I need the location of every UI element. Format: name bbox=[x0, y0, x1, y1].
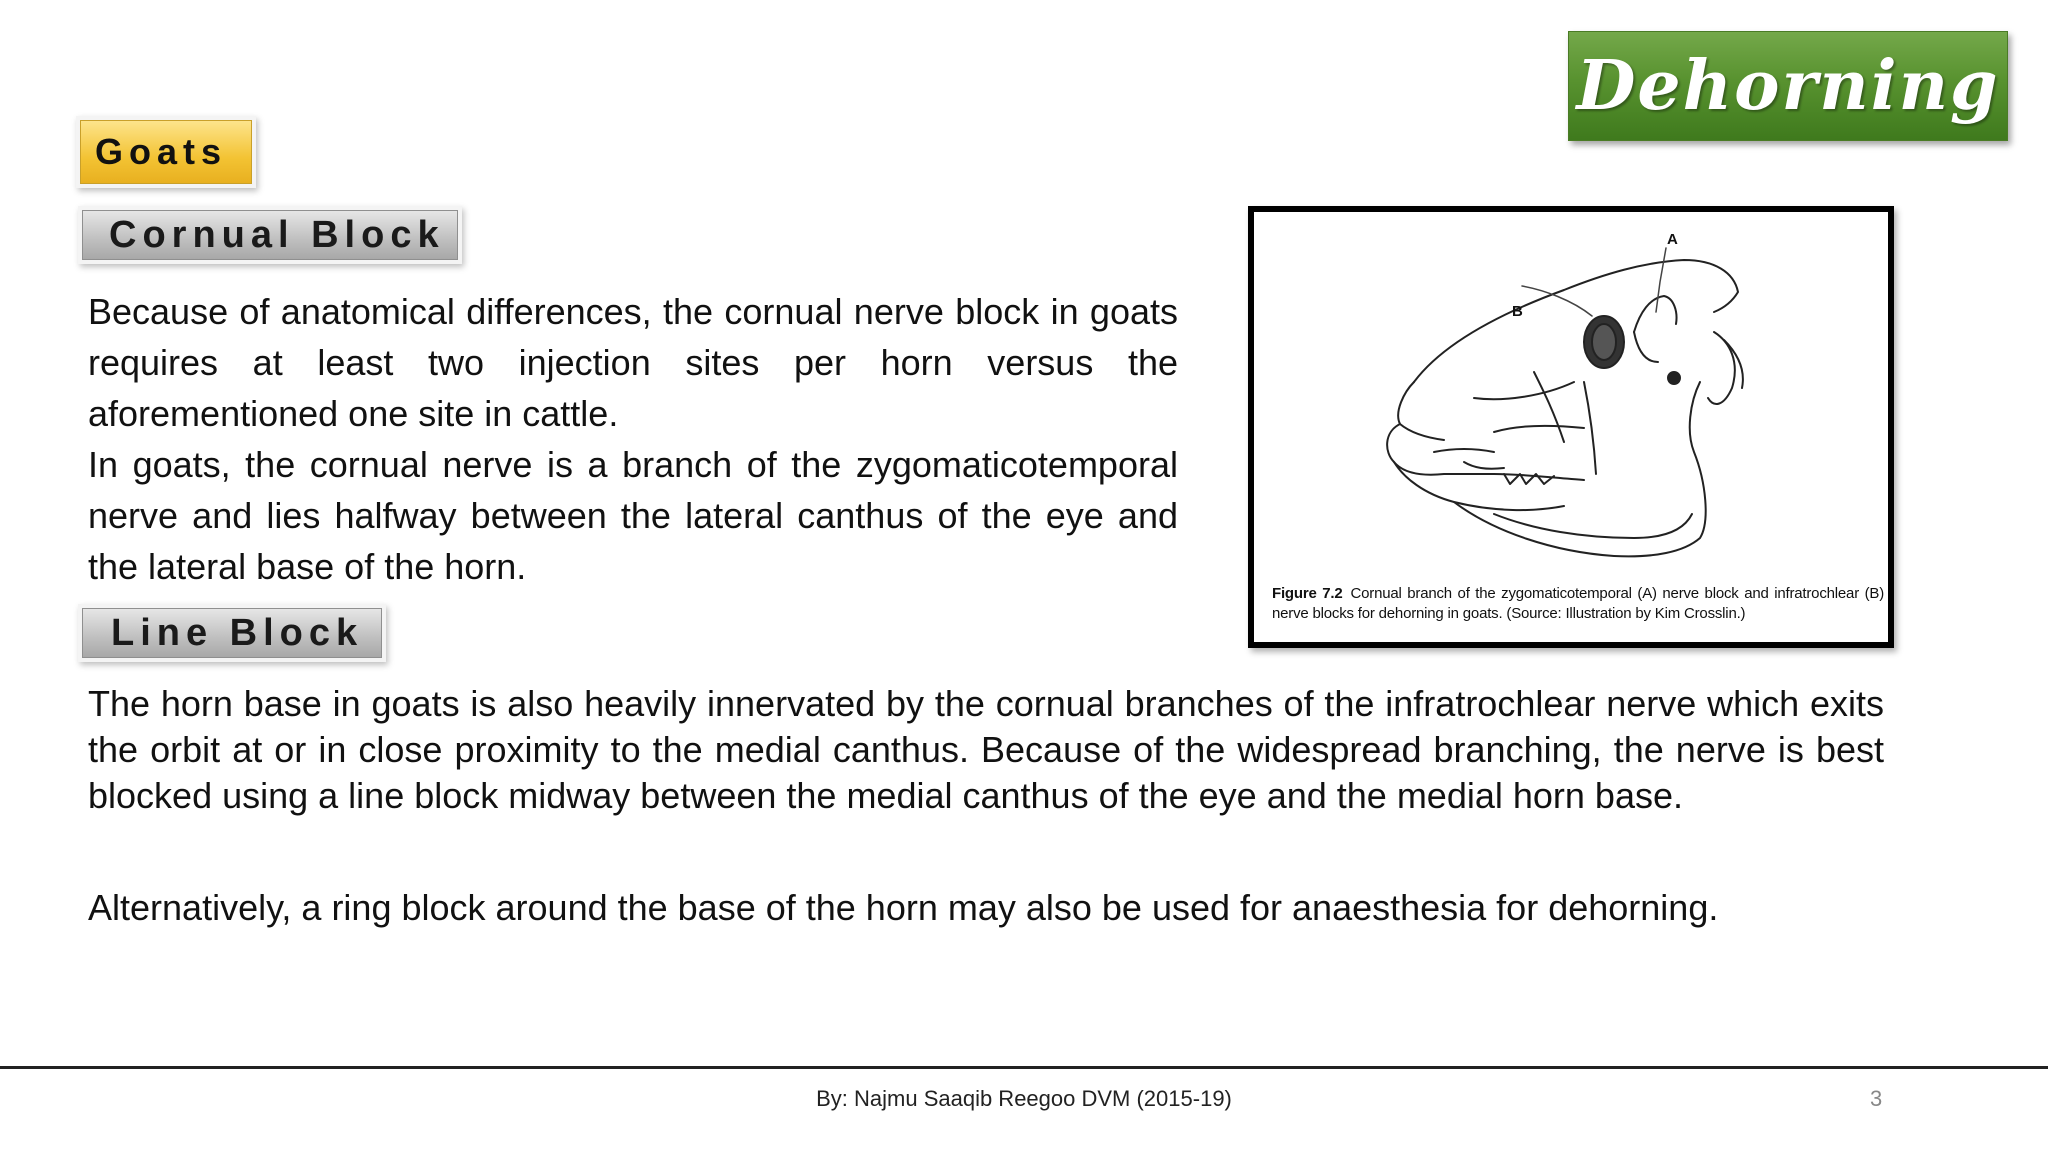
section-tag-goats: Goats bbox=[80, 120, 252, 184]
footer-divider bbox=[0, 1066, 2048, 1069]
footer-author: By: Najmu Saaqib Reegoo DVM (2015-19) bbox=[816, 1086, 1232, 1111]
page-number: 3 bbox=[1870, 1086, 1883, 1111]
figure-label-a: A bbox=[1667, 231, 1678, 248]
goat-skull-illustration bbox=[1254, 212, 1888, 642]
subsection-heading-line-block: Line Block bbox=[82, 608, 382, 658]
cornual-block-paragraph-1: Because of anatomical differences, the cornual nerve block in goats requires at least two injection sites per horn versus the aforementioned one site in cattle. bbox=[88, 291, 1178, 434]
figure-caption-number: Figure 7.2 bbox=[1272, 585, 1343, 602]
figure-caption bbox=[1272, 584, 1884, 624]
cornual-block-paragraph-2: In goats, the cornual nerve is a branch of the zygomaticotemporal nerve and lies halfway between the lateral canthus of the eye and the lateral base of the horn. bbox=[88, 444, 1178, 587]
goat-skull-figure bbox=[1248, 206, 1894, 648]
cornual-block-text bbox=[88, 286, 1178, 592]
figure-label-b: B bbox=[1512, 303, 1523, 320]
line-block-paragraph-1: The horn base in goats is also heavily innervated by the cornual branches of the infratrochlear nerve which exits the orbit at or in close proximity to the medial canthus. Because of the widespread branching, the nerve is best blocked using a line block midway between the medial canthus of the eye and the medial horn base. bbox=[88, 683, 1884, 816]
figure-caption-text: Cornual branch of the zygomaticotemporal (A) nerve block and infratrochlear (B) nerve blocks for dehorning in goats. (Source: Illustration by Kim Crosslin.) bbox=[1272, 585, 1884, 622]
slide-title: Dehorning bbox=[1568, 31, 2008, 141]
subsection-heading-cornual-block: Cornual Block bbox=[82, 210, 458, 260]
line-block-paragraph-2: Alternatively, a ring block around the base of the horn may also be used for anaesthesia for dehorning. bbox=[88, 887, 1719, 928]
